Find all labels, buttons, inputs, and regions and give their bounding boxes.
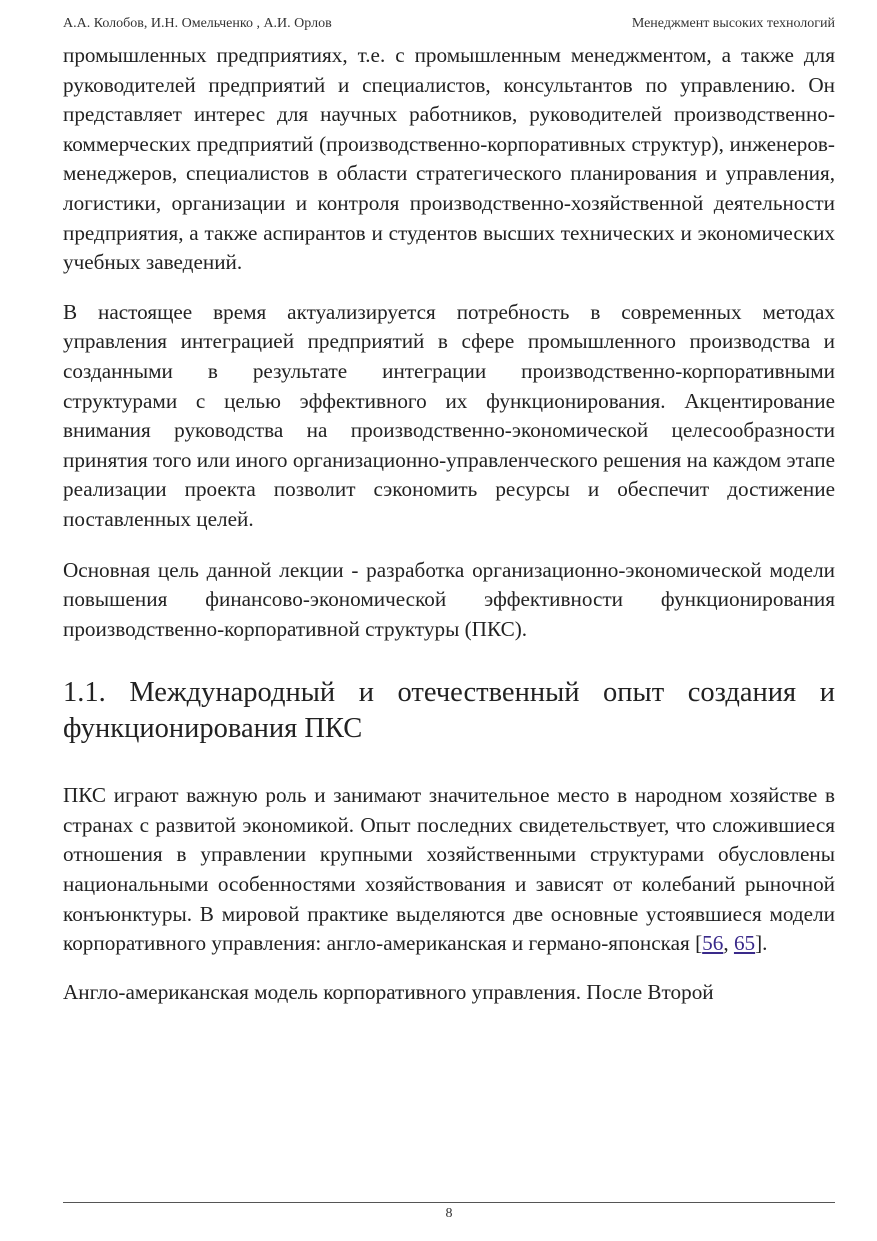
paragraph-pks-role <box>63 781 835 959</box>
header-authors: А.А. Колобов, И.Н. Омельченко , А.И. Орлов <box>63 16 332 31</box>
paragraph-relevance: В настоящее время актуализируется потребность в современных методах управления интеграцией предприятий в сфере промышленного производства и созданными в результате интеграции производственно-корпоративными структурами с целью эффективного их функционирования. Акцентирование внимания руководства на производственно-экономической целесообразности принятия того или иного организационно-управленческого решения на каждом этапе реализации проекта позволит сэкономить ресурсы и обеспечит достижение поставленных целей. <box>63 299 835 531</box>
footer-divider <box>63 1202 835 1203</box>
paragraph-goal: Основная цель данной лекции - разработка организационно-экономической модели повышения финансово-экономической эффективности функционирования производственно-корпоративной структуры (ПКС). <box>63 557 835 641</box>
header-book-title: Менеджмент высоких технологий <box>631 16 835 31</box>
paragraph-audience: промышленных предприятиях, т.е. с промышленным менеджментом, а также для руководителей предприятий и специалистов, консультантов по управлению. Он представляет интерес для научных работников, руководителей производственно-коммерческих предприятий (производственно-корпоративных структур), инженеров-менеджеров, специалистов в области стратегического планирования и управления, логистики, организации и контроля производственно-хозяйственной деятельности предприятия, а также аспирантов и студентов высших технических и экономических учебных заведений. <box>63 43 835 275</box>
section-heading: 1.1. Международный и отечественный опыт создания и функционирования ПКС <box>63 677 835 745</box>
page-body <box>63 41 835 1007</box>
running-header <box>63 16 835 36</box>
page-number: 8 <box>445 1206 453 1221</box>
paragraph-pks-role-text: ПКС играют важную роль и занимают значительное место в народном хозяйстве в странах с развитой экономикой. Опыт последних свидетельствует, что сложившиеся отношения в управлении крупными хозяйственными структурами обусловлены национальными особенностями хозяйствования и зависят от колебаний рыночной конъюнктуры. В мировой практике выделяются две основные устоявшиеся модели корпоративного управления: англо-американская и германо-японская [ <box>63 783 835 956</box>
paragraph-anglo-american: Англо-американская модель корпоративного управления. После Второй <box>63 979 714 1004</box>
reference-separator: , <box>723 931 734 956</box>
reference-link-65[interactable]: 65 <box>733 931 756 956</box>
reference-link-56[interactable]: 56 <box>702 931 724 956</box>
reference-close: ]. <box>755 931 768 956</box>
